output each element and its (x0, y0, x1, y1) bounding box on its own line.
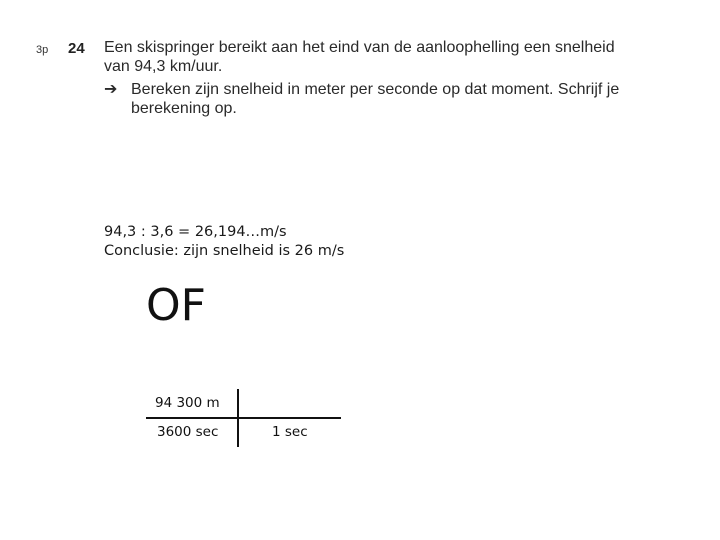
question-text (104, 38, 615, 76)
alternative-label: OF (146, 280, 206, 331)
instruction-line: berekening op. (131, 100, 237, 117)
answer-conclusion: Conclusie: zijn snelheid is 26 m/s (104, 243, 345, 259)
answer-block (104, 223, 344, 261)
question-text-line: Een skispringer bereikt aan het eind van de aanloophelling een snelheid (104, 39, 615, 56)
ratio-table-cell-top-left: 94 300 m (155, 395, 220, 411)
answer-calculation: 94,3 : 3,6 = 26,194…m/s (104, 224, 287, 240)
points-label: 3p (36, 44, 49, 56)
ratio-table-cell-bottom-right: 1 sec (272, 424, 308, 440)
question-number: 24 (68, 40, 85, 57)
question-instruction (104, 80, 619, 118)
question-text-line: van 94,3 km/uur. (104, 58, 223, 75)
ratio-table-cell-bottom-left: 3600 sec (157, 424, 219, 440)
arrow-right-icon: ➔ (104, 81, 118, 98)
instruction-line: Bereken zijn snelheid in meter per seconde op dat moment. Schrijf je (131, 81, 620, 98)
ratio-table-horizontal-divider (146, 417, 341, 419)
